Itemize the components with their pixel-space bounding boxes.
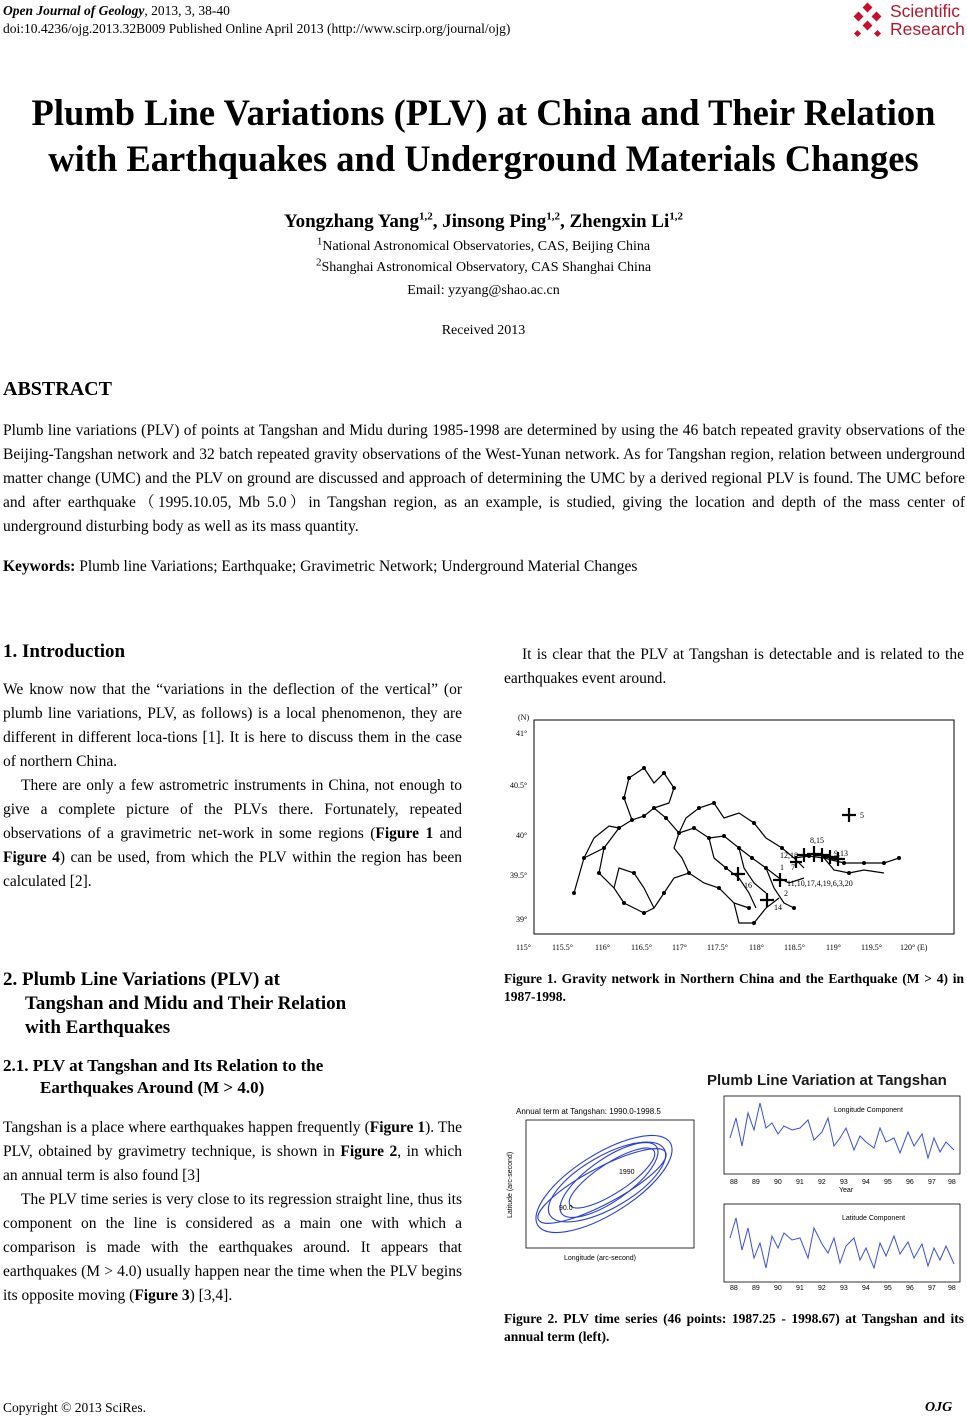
publisher-logo bbox=[848, 2, 966, 42]
affiliation-text: National Astronomical Observatories, CAS, Beijing China bbox=[322, 239, 651, 254]
x-tick: 119.5° bbox=[861, 943, 882, 952]
journal-abbrev-footer: OJG bbox=[925, 1400, 953, 1415]
received-date: Received 2013 bbox=[441, 323, 526, 338]
title-line-2: with Earthquakes and Underground Materials Changes bbox=[48, 138, 919, 179]
x-ticks bbox=[516, 943, 928, 952]
affiliation-sup: 2 bbox=[315, 256, 322, 269]
quake-label: 12,18 bbox=[780, 851, 798, 860]
author-name: Yongzhang Yang bbox=[283, 211, 419, 232]
quake-label: 2 bbox=[784, 889, 788, 898]
gravity-network bbox=[574, 768, 899, 923]
journal-name: Open Journal of Geology bbox=[3, 3, 145, 18]
copyright-footer: Copyright © 2013 SciRes. bbox=[3, 1400, 147, 1415]
paragraph bbox=[3, 774, 462, 894]
y-tick: 40.5° bbox=[510, 781, 528, 790]
latitude-component-plot bbox=[724, 1204, 960, 1290]
quake-label: 7 bbox=[791, 863, 795, 872]
year-tick: 91 bbox=[796, 1285, 804, 1290]
affiliation-sup: 1 bbox=[316, 235, 323, 248]
figure-1 bbox=[504, 708, 964, 960]
lon-component-label: Longitude Component bbox=[834, 1107, 903, 1114]
longitude-component-plot bbox=[724, 1096, 960, 1194]
year-tick: 95 bbox=[884, 1179, 892, 1186]
paragraph: It is clear that the PLV at Tangshan is detectable and is related to the earthquakes event around. bbox=[504, 646, 964, 687]
year-tick: 89 bbox=[752, 1285, 760, 1290]
abstract-heading: ABSTRACT bbox=[3, 378, 112, 400]
year-tick: 96 bbox=[906, 1285, 914, 1290]
intro-body bbox=[3, 678, 462, 894]
annual-y-label: Latitude (arc-second) bbox=[507, 1151, 514, 1218]
doi-line: doi:10.4236/ojg.2013.32B009 Published Online April 2013 (http://www.scirp.org/journal/ojg) bbox=[3, 21, 511, 36]
year-tick: 93 bbox=[840, 1285, 848, 1290]
quake-label: 8,15 bbox=[810, 836, 824, 845]
axis-label: (N) bbox=[518, 713, 530, 722]
year-tick: 92 bbox=[818, 1179, 826, 1186]
x-tick: 119° bbox=[826, 943, 841, 952]
volume-info: , 2013, 3, 38-40 bbox=[144, 3, 230, 18]
paragraph bbox=[3, 1188, 462, 1308]
figure-2 bbox=[504, 1068, 964, 1290]
publisher-logo-mark-icon bbox=[848, 2, 888, 42]
year-tick: 95 bbox=[884, 1285, 892, 1290]
x-tick: 120° (E) bbox=[900, 943, 928, 952]
y-tick: 41° bbox=[516, 729, 528, 738]
affiliation-text: Shanghai Astronomical Observatory, CAS Shanghai China bbox=[321, 260, 652, 275]
heading-line: 2. Plumb Line Variations (PLV) at bbox=[3, 969, 280, 990]
figure-2-title: Plumb Line Variation at Tangshan bbox=[707, 1072, 947, 1089]
logo-text-line2: Research bbox=[890, 19, 965, 39]
text-run: The PLV time series is very close to its regression straight line, thus its component on the line is considered as a main one with which a comparison is made with the earthquakes around. It appears that earthquakes (M > 4.0) usually happen near the time when the PLV begins its opposite moving ( bbox=[3, 1191, 462, 1304]
affiliation bbox=[0, 235, 967, 256]
author-name: Jinsong Ping bbox=[442, 211, 547, 232]
keywords-text: Plumb line Variations; Earthquake; Gravimetric Network; Underground Material Changes bbox=[75, 558, 638, 575]
running-header bbox=[3, 2, 510, 38]
title-line-1: Plumb Line Variations (PLV) at China and Their Relation bbox=[31, 92, 936, 133]
year-tick: 98 bbox=[948, 1285, 956, 1290]
heading-line: 2.1. PLV at Tangshan and Its Relation to the bbox=[3, 1056, 324, 1075]
text-run: Tangshan is a place where earthquakes happen frequently ( bbox=[3, 1119, 370, 1136]
year-tick: 88 bbox=[730, 1179, 738, 1186]
annual-x-label: Longitude (arc-second) bbox=[564, 1255, 636, 1262]
year-tick: 91 bbox=[796, 1179, 804, 1186]
y-tick: 39.5° bbox=[510, 871, 528, 880]
year-tick: 88 bbox=[730, 1285, 738, 1290]
year-tick: 89 bbox=[752, 1179, 760, 1186]
figure-1-map bbox=[504, 708, 964, 960]
heading-line: with Earthquakes bbox=[25, 1017, 171, 1038]
x-tick: 118° bbox=[749, 943, 764, 952]
annual-term-plot bbox=[507, 1107, 694, 1262]
x-tick: 118.5° bbox=[784, 943, 805, 952]
x-tick: 115.5° bbox=[552, 943, 573, 952]
heading-line: Tangshan and Midu and Their Relation bbox=[25, 993, 347, 1014]
lat-component-label: Latitude Component bbox=[842, 1215, 906, 1222]
lon-year-axis-label: Year bbox=[839, 1187, 854, 1194]
affiliation bbox=[0, 256, 967, 277]
lat-year-ticks bbox=[730, 1285, 956, 1290]
figure-reference[interactable]: Figure 1 bbox=[375, 825, 434, 842]
figure-reference[interactable]: Figure 1 bbox=[369, 1119, 426, 1136]
annual-year-label: 1990 bbox=[619, 1169, 635, 1176]
text-run: ). The PLV, obtained by gravimetry technique, is shown in bbox=[3, 1119, 463, 1160]
paper-title bbox=[0, 90, 967, 182]
year-tick: 94 bbox=[862, 1285, 870, 1290]
year-tick: 92 bbox=[818, 1285, 826, 1290]
year-tick: 97 bbox=[928, 1179, 936, 1186]
text-run: and bbox=[433, 825, 462, 842]
x-tick: 115° bbox=[516, 943, 531, 952]
y-tick: 39° bbox=[516, 915, 528, 924]
section-heading: 1. Introduction bbox=[3, 641, 126, 662]
figure-1-caption: Figure 1. Gravity network in Northern China and the Earthquake (M > 4) in 1987-1998. bbox=[504, 971, 964, 1004]
x-tick: 116° bbox=[595, 943, 610, 952]
right-column-paragraph bbox=[504, 643, 964, 691]
quake-label: 16 bbox=[744, 881, 752, 890]
paragraph bbox=[3, 1116, 462, 1188]
year-tick: 97 bbox=[928, 1285, 936, 1290]
figure-reference[interactable]: Figure 3 bbox=[134, 1287, 190, 1304]
text-run: There are only a few astrometric instruments in China, not enough to give a complete picture of the PLVs there. Fortunately, repeated observations of a gravimetric net-work in some regions ( bbox=[3, 777, 462, 842]
heading-line: Earthquakes Around (M > 4.0) bbox=[40, 1078, 265, 1097]
year-tick: 98 bbox=[948, 1179, 956, 1186]
annual-year-label: 90.0 bbox=[559, 1205, 573, 1212]
keywords bbox=[3, 557, 965, 577]
year-tick: 90 bbox=[774, 1179, 782, 1186]
section-heading bbox=[3, 968, 473, 1040]
text-run: ) can be used, from which the PLV within the region has been calculated [2]. bbox=[3, 849, 462, 890]
author-sep: , bbox=[432, 211, 443, 232]
year-tick: 93 bbox=[840, 1179, 848, 1186]
quake-label: 9,13 bbox=[834, 849, 848, 858]
figure-reference[interactable]: Figure 2 bbox=[340, 1143, 398, 1160]
paragraph: We know now that the “variations in the deflection of the vertical” (or plumb line variations, PLV, as follows) is a local phenomenon, they are different in different loca-tions [1]. It is here to discuss them in the case of northern China. bbox=[3, 681, 462, 770]
year-tick: 96 bbox=[906, 1179, 914, 1186]
quake-label: 11,10,17,4,19,6,3,20 bbox=[787, 879, 853, 888]
figure-2-plots bbox=[504, 1068, 964, 1290]
x-tick: 117.5° bbox=[707, 943, 728, 952]
author-affil-sup: 1,2 bbox=[418, 210, 433, 223]
y-tick: 40° bbox=[516, 831, 528, 840]
map-frame bbox=[534, 720, 954, 934]
author-email: Email: yzyang@shao.ac.cn bbox=[407, 283, 560, 298]
x-tick: 117° bbox=[672, 943, 687, 952]
keywords-label: Keywords: bbox=[3, 558, 76, 575]
section-2-1-body bbox=[3, 1116, 462, 1308]
figure-reference[interactable]: Figure 4 bbox=[3, 849, 60, 866]
author-sep: , bbox=[559, 211, 570, 232]
quake-label: 1 bbox=[780, 863, 784, 872]
figure-2-caption: Figure 2. PLV time series (46 points: 1987.25 - 1998.67) at Tangshan and its annual term (left). bbox=[504, 1311, 964, 1344]
quake-label: 5 bbox=[860, 811, 864, 820]
author-affil-sup: 1,2 bbox=[669, 210, 684, 223]
year-tick: 90 bbox=[774, 1285, 782, 1290]
author-list bbox=[0, 210, 967, 234]
author-affil-sup: 1,2 bbox=[546, 210, 560, 223]
year-tick: 94 bbox=[862, 1179, 870, 1186]
text-run: ) [3,4]. bbox=[189, 1287, 233, 1304]
logo-text-line1: Scientific bbox=[890, 1, 961, 21]
text-run: , in which an annual term is also found [3] bbox=[3, 1143, 463, 1184]
annual-term-title: Annual term at Tangshan: 1990.0-1998.5 bbox=[516, 1107, 661, 1116]
quake-label: 14 bbox=[774, 903, 782, 912]
lon-year-ticks bbox=[730, 1179, 956, 1186]
x-tick: 116.5° bbox=[631, 943, 652, 952]
subsection-heading bbox=[3, 1055, 473, 1099]
author-name: Zhengxin Li bbox=[569, 211, 670, 232]
abstract-text: Plumb line variations (PLV) of points at Tangshan and Midu during 1985-1998 are determined by using the 46 batch repeated gravity observations of the Beijing-Tangshan network and 32 batch repeated gravity observations of the West-Yunan network. As for Tangshan region, relation between underground matter change (UMC) and the PLV on ground are discussed and approach of determining the UMC by a derived regional PLV is found. The UMC before and after earthquake（1995.10.05, Mb 5.0）in Tangshan region, as an example, is studied, giving the location and depth of the mass center of underground disturbing body as well as its mass quantity. bbox=[3, 422, 965, 535]
